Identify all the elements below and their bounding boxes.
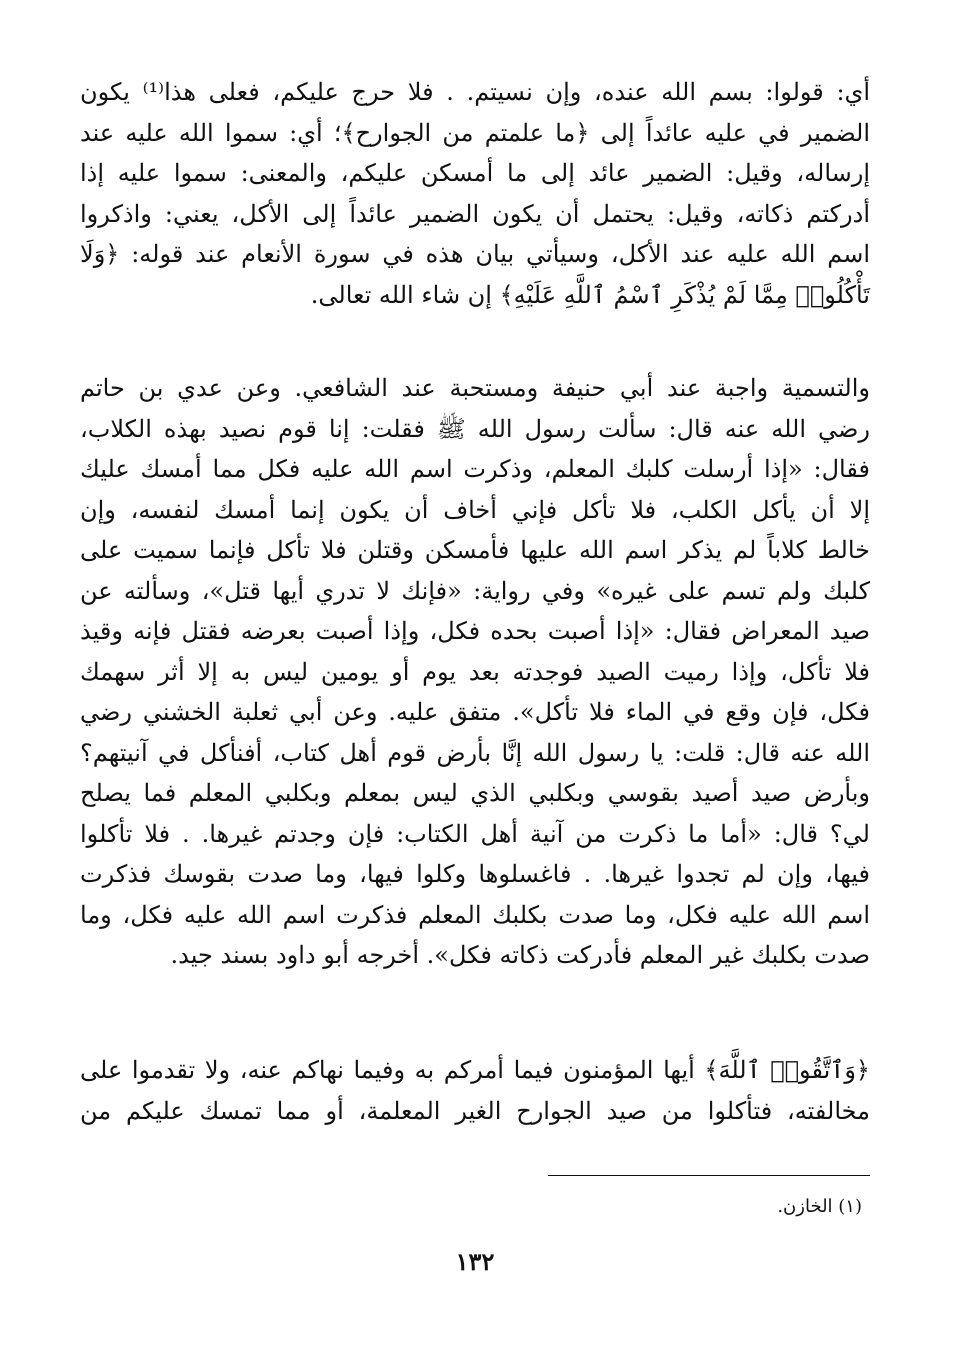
text-line: الضمير في عليه عائداً إلى ﴿ما علمتم من الجوارح﴾؛ أي: سموا الله عليه عند <box>80 118 870 147</box>
paragraph-hadith <box>80 368 870 976</box>
text-line: صيد المعراض فقال: «إذا أصبت بحده فكل، وإذا أصبت بعرضه فقتل فإنه وقيذ <box>80 617 870 645</box>
text-line: رضي الله عنه قال: سألت رسول الله ﷺ فقلت: إنا قوم نصيد بهذه الكلاب، <box>80 414 870 443</box>
text-line: اسم الله عليه عند الأكل، وسيأتي بيان هذه في سورة الأنعام عند قوله: ﴿وَلَا <box>80 240 870 268</box>
text-line: فكل، فإن وقع في الماء فلا تأكل». متفق عليه. وعن أبي ثعلبة الخشني رضي <box>80 698 870 726</box>
text-line: إلا أن يأكل الكلب، فلا تأكل فإني أخاف أن يكون إنما أمسك لنفسه، وإن <box>80 495 870 524</box>
footnote-divider <box>548 1175 870 1176</box>
text-line: مخالفته، فتأكلوا من صيد الجوارح الغير المعلمة، أو مما تمسك عليكم من <box>80 1096 870 1125</box>
text-line: وبأرض صيد أصيد بقوسي وبكلبي الذي ليس بمعلم وبكلبي المعلم فما يصلح <box>80 779 870 807</box>
text-line: خالط كلاباً لم يذكر اسم الله عليها فأمسكن وقتلن فلا تأكل فإنما سميت على <box>80 536 870 564</box>
paragraph-taqwa <box>80 1050 870 1131</box>
text-line: فلا تأكل، وإذا رميت الصيد فوجدته بعد يوم أو يومين ليس به إلا أثر سهمك <box>80 657 870 686</box>
text-line: الله عنه قال: قلت: يا رسول الله إنَّا بأرض قوم أهل كتاب، أفنأكل في آنيتهم؟ <box>80 738 870 767</box>
text-line: فيها، وإن لم تجدوا غيرها. . فاغسلوها وكلوا فيها، وما صدت بقوسك فذكرت <box>80 860 870 888</box>
book-page <box>80 72 870 1342</box>
text-line: إرساله، وقيل: الضمير عائد إلى ما أمسكن عليكم، والمعنى: سموا عليه إذا <box>80 159 871 187</box>
footnote: (١) الخازن. <box>777 1196 862 1217</box>
text-line: تَأْكُلُوا۟ مِمَّا لَمْ يُذْكَرِ ٱسْمُ ٱللَّهِ عَلَيْهِ﴾ إن شاء الله تعالى. <box>310 280 870 309</box>
text-line: أي: قولوا: بسم الله عنده، وإن نسيتم. . فلا حرج عليكم، فعلى هذا⁽¹⁾ يكون <box>80 78 870 106</box>
text-line: ﴿وَٱتَّقُوا۟ ٱللَّهَ﴾ أيها المؤمنون فيما أمركم به وفيما نهاكم عنه، ولا تقدموا على <box>80 1056 870 1084</box>
text-line: والتسمية واجبة عند أبي حنيفة ومستحبة عند الشافعي. وعن عدي بن حاتم <box>80 374 871 402</box>
text-line: اسم الله عليه فكل، وما صدت بكلبك المعلم فذكرت اسم الله عليه فكل، وما <box>80 900 870 929</box>
paragraph-tafsir-tasmiya <box>80 72 870 315</box>
page-number: ١٣٢ <box>455 1247 495 1276</box>
text-line: أدركتم ذكاته، وقيل: يحتمل أن يكون الضمير عائداً إلى الأكل، يعني: واذكروا <box>80 199 870 228</box>
text-line: لي؟ قال: «أما ما ذكرت من آنية أهل الكتاب: فإن وجدتم غيرها. . فلا تأكلوا <box>80 819 870 848</box>
text-line: فقال: «إذا أرسلت كلبك المعلم، وذكرت اسم الله عليه فكل مما أمسك عليك <box>80 455 870 483</box>
text-line: كلبك ولم تسم على غيره» وفي رواية: «فإنك لا تدري أيها قتل»، وسألته عن <box>80 576 871 605</box>
text-line: صدت بكلبك غير المعلم فأدركت ذكاته فكل». أخرجه أبو داود بسند جيد. <box>170 941 870 969</box>
